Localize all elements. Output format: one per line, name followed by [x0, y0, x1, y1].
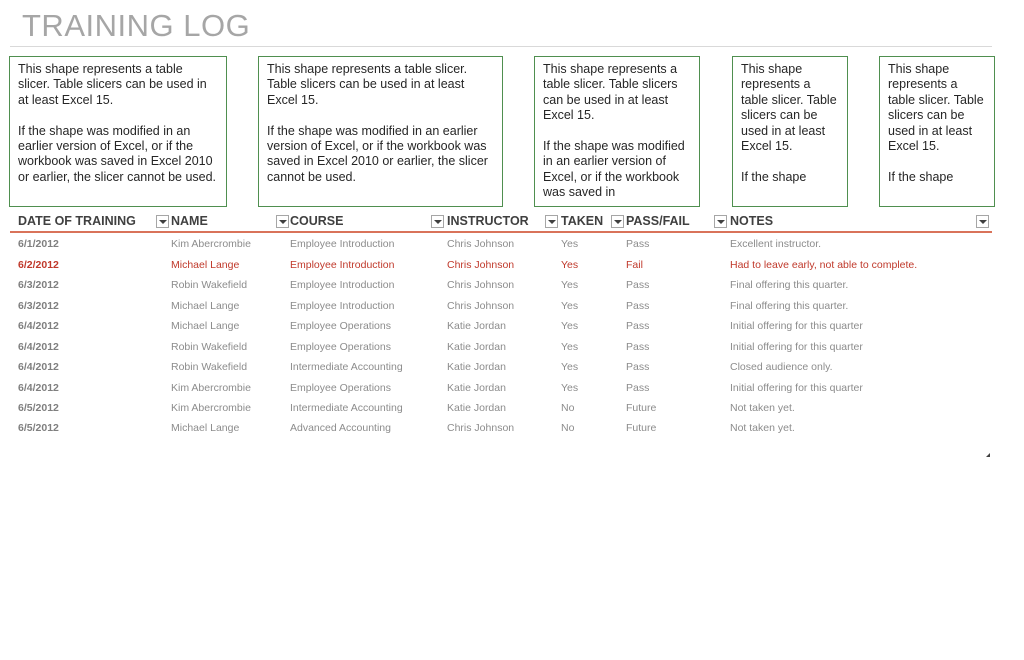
cell-date[interactable]: 6/4/2012	[18, 320, 59, 332]
cell-notes[interactable]: Closed audience only.	[730, 361, 833, 373]
header-divider	[10, 231, 992, 233]
cell-taken[interactable]: Yes	[561, 382, 579, 394]
cell-name[interactable]: Kim Abercrombie	[171, 238, 251, 250]
cell-notes[interactable]: Final offering this quarter.	[730, 279, 849, 291]
column-header-pass-fail: PASS/FAIL	[626, 214, 690, 228]
cell-taken[interactable]: Yes	[561, 259, 579, 271]
cell-pass-fail[interactable]: Pass	[626, 361, 650, 373]
table-row[interactable]	[10, 275, 992, 295]
cell-pass-fail[interactable]: Pass	[626, 382, 650, 394]
slicer-message: If the shape	[741, 169, 807, 184]
page-title: TRAINING LOG	[22, 8, 251, 43]
cell-taken[interactable]: Yes	[561, 361, 579, 373]
column-header-instructor: INSTRUCTOR	[447, 214, 529, 228]
cell-course[interactable]: Intermediate Accounting	[290, 402, 403, 414]
cell-notes[interactable]: Excellent instructor.	[730, 238, 822, 250]
table-slicer-placeholder[interactable]	[879, 56, 995, 207]
cell-course[interactable]: Intermediate Accounting	[290, 361, 403, 373]
cell-instructor[interactable]: Chris Johnson	[447, 422, 515, 434]
table-slicer-placeholder[interactable]	[732, 56, 848, 207]
cell-date[interactable]: 6/4/2012	[18, 341, 59, 353]
cell-pass-fail[interactable]: Fail	[626, 259, 643, 271]
filter-dropdown-icon[interactable]	[156, 215, 169, 228]
cell-date[interactable]: 6/4/2012	[18, 361, 59, 373]
cell-course[interactable]: Advanced Accounting	[290, 422, 391, 434]
slicer-message: This shape represents a table slicer. Table slicers can be used in at least Excel 15.	[741, 62, 837, 154]
cell-date[interactable]: 6/3/2012	[18, 300, 59, 312]
slicer-message: If the shape was modified in an earlier version of Excel, or if the workbook was saved in Excel 2010 or earlier, the slicer cannot be used.	[18, 123, 217, 184]
cell-instructor[interactable]: Chris Johnson	[447, 238, 515, 250]
column-header-taken: TAKEN	[561, 214, 604, 228]
cell-name[interactable]: Michael Lange	[171, 300, 240, 312]
cell-course[interactable]: Employee Operations	[290, 341, 391, 353]
cell-course[interactable]: Employee Operations	[290, 320, 391, 332]
slicer-message: This shape represents a table slicer. Table slicers can be used in at least Excel 15.	[888, 62, 984, 154]
cell-taken[interactable]: Yes	[561, 238, 579, 250]
table-row[interactable]	[10, 398, 992, 418]
cell-date[interactable]: 6/4/2012	[18, 382, 59, 394]
filter-dropdown-icon[interactable]	[611, 215, 624, 228]
filter-dropdown-icon[interactable]	[714, 215, 727, 228]
column-header-name: NAME	[171, 214, 208, 228]
cell-course[interactable]: Employee Operations	[290, 382, 391, 394]
cell-taken[interactable]: Yes	[561, 300, 579, 312]
cell-date[interactable]: 6/1/2012	[18, 238, 59, 250]
cell-notes[interactable]: Initial offering for this quarter	[730, 320, 863, 332]
cell-name[interactable]: Michael Lange	[171, 422, 240, 434]
cell-taken[interactable]: No	[561, 402, 575, 414]
column-header-course: COURSE	[290, 214, 344, 228]
column-header-date: DATE OF TRAINING	[18, 214, 136, 228]
table-header	[10, 212, 992, 232]
resize-handle-icon[interactable]	[986, 453, 990, 457]
filter-dropdown-icon[interactable]	[276, 215, 289, 228]
cell-instructor[interactable]: Chris Johnson	[447, 300, 515, 312]
cell-notes[interactable]: Initial offering for this quarter	[730, 341, 863, 353]
table-row[interactable]	[10, 255, 992, 275]
table-row[interactable]	[10, 234, 992, 254]
table-slicer-placeholder[interactable]	[9, 56, 227, 207]
cell-notes[interactable]: Had to leave early, not able to complete.	[730, 259, 918, 271]
cell-pass-fail[interactable]: Pass	[626, 341, 650, 353]
cell-taken[interactable]: Yes	[561, 341, 579, 353]
slicer-message: If the shape was modified in an earlier version of Excel, or if the workbook was saved in Excel 2010 or earlier, the slicer cannot be used.	[267, 123, 488, 184]
table-row[interactable]	[10, 357, 992, 377]
slicer-message: If the shape was modified in an earlier version of Excel, or if the workbook was saved in	[543, 139, 685, 200]
cell-notes[interactable]: Final offering this quarter.	[730, 300, 849, 312]
cell-name[interactable]: Michael Lange	[171, 259, 240, 271]
table-row[interactable]	[10, 418, 992, 438]
column-header-notes: NOTES	[730, 214, 774, 228]
cell-taken[interactable]: Yes	[561, 279, 579, 291]
cell-name[interactable]: Michael Lange	[171, 320, 240, 332]
slicer-message: This shape represents a table slicer. Table slicers can be used in at least Excel 15.	[18, 62, 207, 107]
cell-pass-fail[interactable]: Future	[626, 422, 657, 434]
filter-dropdown-icon[interactable]	[976, 215, 989, 228]
cell-pass-fail[interactable]: Pass	[626, 238, 650, 250]
table-row[interactable]	[10, 378, 992, 398]
cell-name[interactable]: Robin Wakefield	[171, 341, 248, 353]
cell-date[interactable]: 6/2/2012	[18, 259, 59, 271]
cell-instructor[interactable]: Katie Jordan	[447, 320, 506, 332]
cell-notes[interactable]: Not taken yet.	[730, 402, 795, 414]
cell-date[interactable]: 6/5/2012	[18, 422, 59, 434]
cell-instructor[interactable]: Katie Jordan	[447, 361, 506, 373]
cell-notes[interactable]: Not taken yet.	[730, 422, 795, 434]
cell-date[interactable]: 6/5/2012	[18, 402, 59, 414]
slicer-message: This shape represents a table slicer. Table slicers can be used in at least Excel 15.	[543, 62, 678, 123]
title-divider	[10, 46, 992, 47]
slicer-message: This shape represents a table slicer. Table slicers can be used in at least Excel 15.	[267, 62, 468, 107]
table-slicer-placeholder[interactable]	[534, 56, 700, 207]
cell-course[interactable]: Employee Introduction	[290, 259, 395, 271]
filter-dropdown-icon[interactable]	[431, 215, 444, 228]
cell-name[interactable]: Robin Wakefield	[171, 361, 248, 373]
cell-course[interactable]: Employee Introduction	[290, 279, 395, 291]
cell-pass-fail[interactable]: Pass	[626, 279, 650, 291]
filter-dropdown-icon[interactable]	[545, 215, 558, 228]
cell-name[interactable]: Kim Abercrombie	[171, 382, 251, 394]
cell-instructor[interactable]: Chris Johnson	[447, 259, 515, 271]
table-slicer-placeholder[interactable]	[258, 56, 503, 207]
cell-course[interactable]: Employee Introduction	[290, 300, 395, 312]
cell-name[interactable]: Kim Abercrombie	[171, 402, 251, 414]
cell-course[interactable]: Employee Introduction	[290, 238, 395, 250]
table-row[interactable]	[10, 316, 992, 336]
cell-instructor[interactable]: Katie Jordan	[447, 382, 506, 394]
table-row[interactable]	[10, 337, 992, 357]
cell-name[interactable]: Robin Wakefield	[171, 279, 248, 291]
cell-instructor[interactable]: Katie Jordan	[447, 402, 506, 414]
cell-pass-fail[interactable]: Pass	[626, 320, 650, 332]
cell-instructor[interactable]: Katie Jordan	[447, 341, 506, 353]
cell-notes[interactable]: Initial offering for this quarter	[730, 382, 863, 394]
slicer-message: If the shape	[888, 169, 954, 184]
cell-taken[interactable]: No	[561, 422, 575, 434]
cell-pass-fail[interactable]: Pass	[626, 300, 650, 312]
cell-pass-fail[interactable]: Future	[626, 402, 657, 414]
cell-taken[interactable]: Yes	[561, 320, 579, 332]
cell-date[interactable]: 6/3/2012	[18, 279, 59, 291]
table-row[interactable]	[10, 296, 992, 316]
cell-instructor[interactable]: Chris Johnson	[447, 279, 515, 291]
